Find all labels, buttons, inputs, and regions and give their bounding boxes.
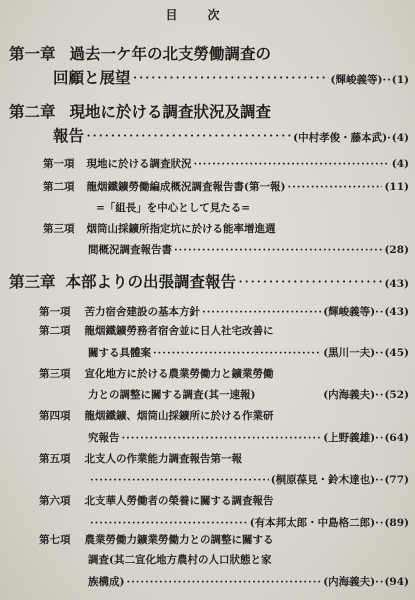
- page-number: (43): [384, 278, 409, 290]
- item-number: 第一項: [43, 158, 75, 170]
- author: (内海義夫): [323, 389, 376, 401]
- page-number: (4): [391, 158, 409, 170]
- chapter-number: 第三章: [9, 272, 56, 291]
- item-number: 第四項: [39, 410, 71, 422]
- item-title-cont: 族構成): [88, 576, 125, 588]
- page-number: (1): [391, 74, 409, 86]
- item-title-cont: 間概況調査報告書: [88, 244, 172, 256]
- chapter-1-line-1: [9, 42, 271, 64]
- ch3-item-7: [39, 532, 274, 547]
- item-number: 第二項: [43, 181, 75, 193]
- page-number: (64): [384, 432, 409, 444]
- dot-leader: [287, 181, 382, 193]
- item-title-cont: 調査(其二宣化地方農村の人口狀態と家: [88, 554, 272, 566]
- ch3-item-4-line-2: 究報告 ····· (上野義雄) ·· (64): [88, 430, 409, 445]
- ch2-item-3-line-2: [88, 242, 409, 257]
- item-title-cont: 關する具體案: [88, 347, 151, 359]
- item-title: 龍烟鐵鑛勞働編成概況調査報告書(第一報): [86, 181, 286, 193]
- dot-leader: [174, 244, 382, 256]
- item-title: 北支人の作業能力調査報告第一報: [84, 453, 242, 465]
- author: (黒川一夫): [323, 347, 376, 359]
- chapter-number: 第二章: [9, 102, 56, 121]
- ch3-item-3: [39, 366, 274, 381]
- author: (桐原葆見・鈴木達也): [270, 474, 376, 486]
- page-number: (94): [384, 576, 409, 588]
- chapter-2-line-2: 報告 ····· (中村孝俊・藤本武) · (4): [53, 124, 409, 146]
- author: (中村孝俊・藤本武): [293, 132, 388, 144]
- ch2-item-3: [43, 221, 276, 236]
- item-title: 宣化地方に於ける農業勞働力と鑛業勞働: [84, 368, 274, 380]
- chapter-title: 本部よりの出張調査報告: [65, 272, 237, 291]
- ch3-item-5-line-2: ····· (桐原葆見・鈴木達也) ·· (77): [88, 472, 409, 487]
- dot-leader: [90, 517, 248, 529]
- item-title: 農業勞働力鑛業勞働力との調整に關する: [84, 534, 274, 546]
- item-title-cont: 力との調整に關する調査(其一速報): [88, 389, 256, 401]
- dot-leader: [133, 68, 329, 87]
- chapter-1-line-2: 回顧と展望 ····· (輝峻義等) ·· (1): [53, 66, 409, 88]
- item-number: 第三項: [39, 368, 71, 380]
- page-number: (45): [384, 347, 409, 359]
- item-number: 第二項: [39, 325, 71, 337]
- ch3-item-4: [39, 408, 274, 423]
- item-number: 第一項: [39, 306, 71, 318]
- dot-leader: [126, 576, 321, 588]
- item-number: 第五項: [39, 453, 71, 465]
- item-title: 龍烟鐵鑛勞務者宿舍並に日人社宅改善に: [84, 325, 274, 337]
- ch3-item-2: [39, 323, 274, 338]
- ch3-item-6-line-2: ····· (有本邦太郎・中島格二郎) ·· (89): [88, 515, 409, 530]
- chapter-number: 第一章: [9, 44, 56, 63]
- item-title: 現地に於ける調査狀況: [86, 158, 192, 170]
- ch2-item-1: [43, 156, 409, 171]
- chapter-2-line-1: [9, 100, 271, 122]
- page-number: (4): [391, 132, 409, 144]
- page-number: (52): [384, 389, 409, 401]
- page-number: (89): [384, 517, 409, 529]
- item-number: 第六項: [39, 495, 71, 507]
- ch3-item-6: [39, 493, 274, 508]
- chapter-title-cont: 報告: [53, 126, 85, 145]
- ch3-item-7-line-3: 族構成) ····· (内海義夫) ·· (94): [88, 574, 409, 589]
- ch3-item-5: [39, 451, 242, 466]
- author: (有本邦太郎・中島格二郎): [249, 517, 376, 529]
- item-title: 烟筒山採鑛所指定坑に於ける能率增進週: [86, 223, 276, 235]
- item-title: 北支華人勞働者の榮養に關する調査報告: [84, 495, 274, 507]
- ch3-item-7-line-2: [88, 552, 271, 567]
- chapter-title: 過去一ケ年の北支勞働調査の: [69, 44, 272, 63]
- dot-leader: [90, 474, 269, 486]
- dot-leader: [122, 432, 322, 444]
- item-subtitle: =「組長」を中心として見たる=: [96, 202, 251, 214]
- ch3-item-2-line-2: 關する具體案 ····· (黒川一夫) ·· (45): [88, 345, 409, 360]
- item-title: 龍烟鐵鑛、烟筒山採鑛所に於ける作業研: [84, 410, 274, 422]
- ch3-item-3-line-2: 力との調整に關する調査(其一速報) (内海義夫) ·· (52): [88, 389, 409, 401]
- dot-leader: [238, 272, 382, 291]
- toc-heading: 目次: [165, 8, 250, 22]
- page-number: (77): [384, 474, 409, 486]
- ch2-item-2-subtitle: [96, 200, 250, 215]
- dot-leader: [86, 126, 291, 145]
- ch2-item-2: [43, 179, 409, 194]
- author: (内海義夫): [323, 576, 376, 588]
- page-number: (43): [384, 306, 409, 318]
- item-number: 第三項: [43, 223, 75, 235]
- dot-leader: [202, 306, 321, 318]
- item-title: 苦力宿舍建設の基本方針: [84, 306, 200, 318]
- dot-leader: [153, 347, 321, 359]
- chapter-3-line: [9, 270, 409, 292]
- page-number: (11): [384, 181, 409, 193]
- author: (上野義雄): [323, 432, 376, 444]
- page-number: (28): [384, 244, 409, 256]
- chapter-title: 現地に於ける調査狀況及調査: [69, 102, 272, 121]
- ch3-item-1: 第一項 苦力宿舍建設の基本方針 ····· (輝峻義等) ·· (43): [39, 304, 409, 319]
- dot-leader: [194, 158, 390, 170]
- item-number: 第七項: [39, 534, 71, 546]
- author: (輝峻義等): [330, 74, 383, 86]
- chapter-title-cont: 回顧と展望: [53, 68, 131, 87]
- author: (輝峻義等): [323, 306, 376, 318]
- item-title-cont: 究報告: [88, 432, 120, 444]
